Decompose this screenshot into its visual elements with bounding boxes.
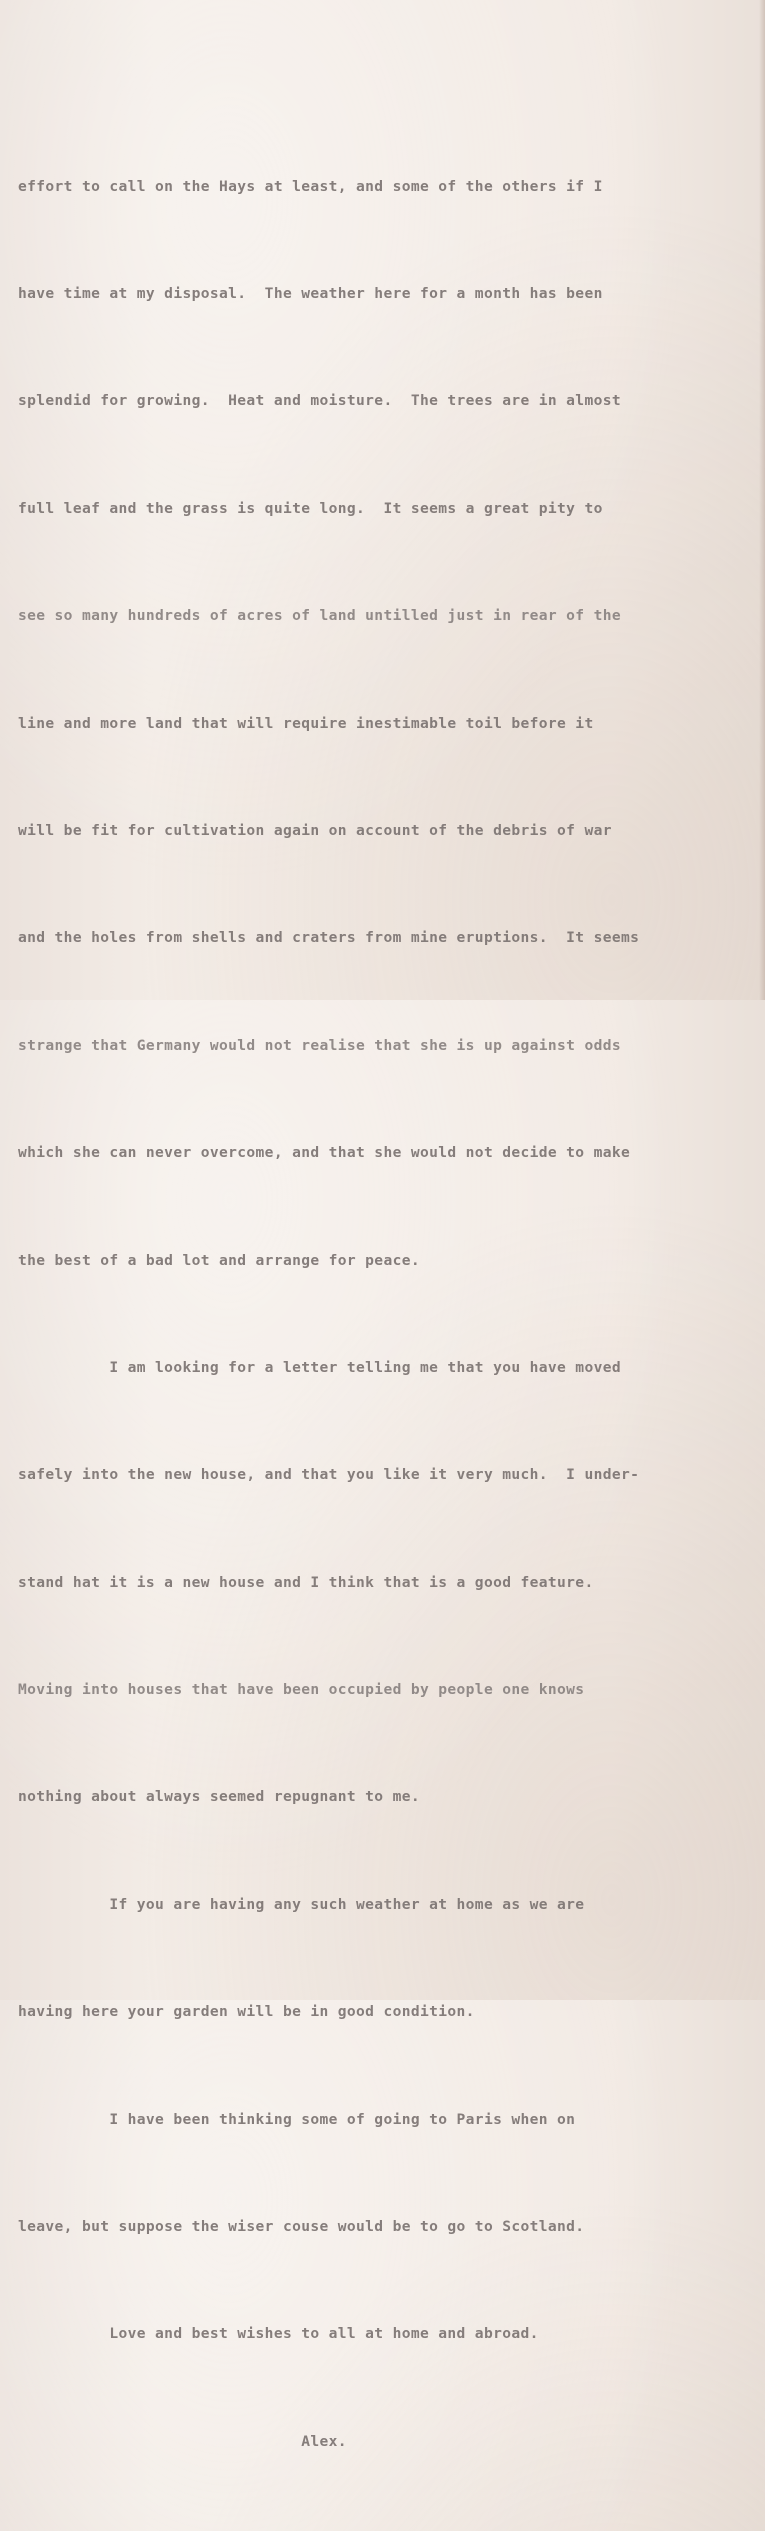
letter-line: Love and best wishes to all at home and abroad.	[18, 2325, 539, 2343]
letter-line: safely into the new house, and that you like it very much. I under-	[18, 1466, 640, 1484]
letter-line: nothing about always seemed repugnant to me.	[18, 1788, 420, 1806]
letter-line: effort to call on the Hays at least, and some of the others if I	[18, 177, 603, 195]
letter-line: will be fit for cultivation again on account of the debris of war	[18, 821, 612, 839]
letter-line: leave, but suppose the wiser couse would be to go to Scotland.	[18, 2218, 585, 2236]
letter-line: line and more land that will require inestimable toil before it	[18, 714, 594, 732]
letter-line: full leaf and the grass is quite long. It seems a great pity to	[18, 499, 603, 517]
typewritten-letter-body	[18, 0, 748, 2531]
letter-line: I have been thinking some of going to Paris when on	[18, 2110, 576, 2128]
letter-line: which she can never overcome, and that she would not decide to make	[18, 1144, 631, 1162]
letter-line: the best of a bad lot and arrange for peace.	[18, 1251, 420, 1269]
letter-line: splendid for growing. Heat and moisture. The trees are in almost	[18, 392, 621, 410]
letter-line: I am looking for a letter telling me that you have moved	[18, 1358, 621, 1376]
letter-line: and the holes from shells and craters from mine eruptions. It seems	[18, 929, 640, 947]
letter-line: Moving into houses that have been occupied by people one knows	[18, 1681, 585, 1699]
letter-line: having here your garden will be in good condition.	[18, 2003, 475, 2021]
letter-signature: Alex.	[18, 2432, 347, 2450]
letter-line: see so many hundreds of acres of land untilled just in rear of the	[18, 607, 621, 625]
letter-line: If you are having any such weather at home as we are	[18, 1895, 585, 1913]
paper-edge-shadow	[759, 0, 765, 1000]
letter-line: stand hat it is a new house and I think that is a good feature.	[18, 1573, 594, 1591]
letter-line: strange that Germany would not realise that she is up against odds	[18, 1036, 621, 1054]
letter-line: have time at my disposal. The weather here for a month has been	[18, 284, 603, 302]
